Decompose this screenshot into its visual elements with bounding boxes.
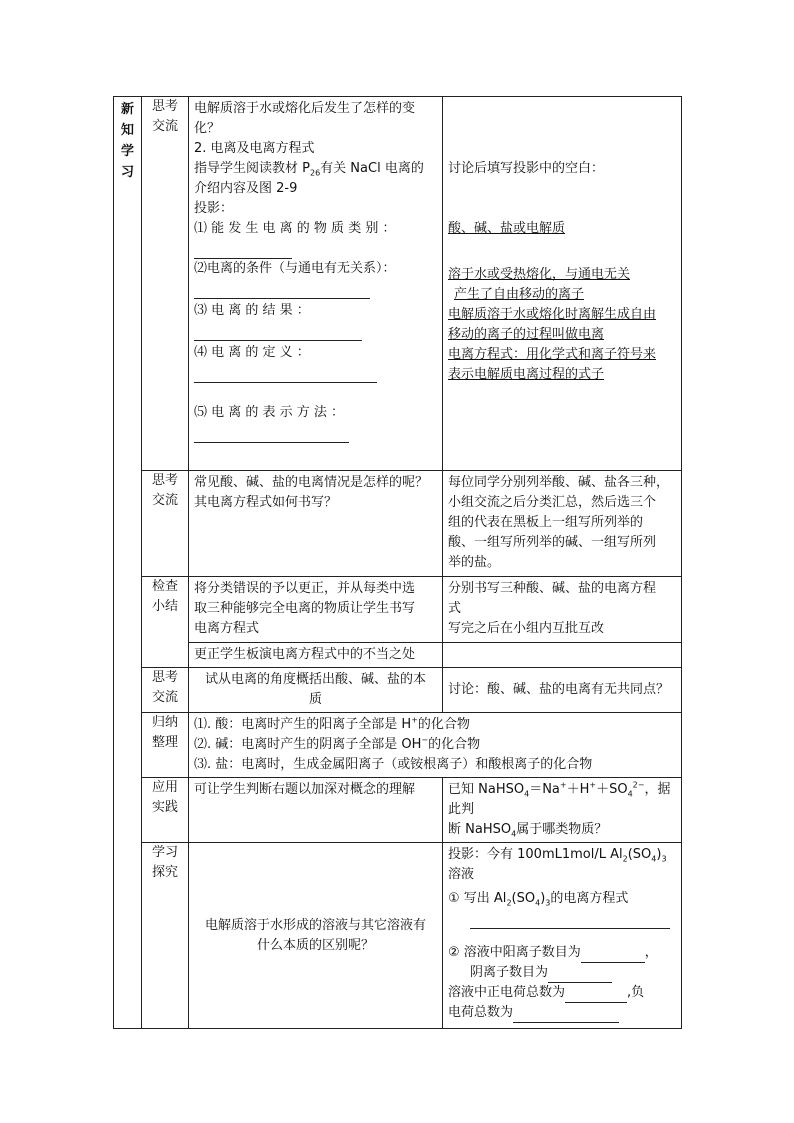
step-label: 应用实践 bbox=[142, 778, 189, 843]
step-label: 学习探究 bbox=[142, 843, 189, 1029]
student-cell: 讨论后填写投影中的空白： 酸、碱、盐或电解质 溶于水或受热熔化，与通电无关 产生了自由移动的离子 电解质溶于水或熔化时离解生成自由 移动的离子的过程叫做电离 电离方程式：用化学式和离子符号来 表示电解质电离过程的式子 bbox=[443, 97, 682, 471]
teacher-cell: 可让学生判断右题以加深对概念的理解 bbox=[189, 778, 443, 843]
student-cell: 每位同学分别列举酸、碱、盐各三种， 小组交流之后分类汇总，然后选三个 组的代表在黑板上一组写所列举的 酸、一组写所列举的碱、一组写所列 举的盐。 bbox=[443, 471, 682, 577]
summary-cell: ⑴. 酸：电离时产生的阳离子全部是 H+的化合物 ⑵. 碱：电离时产生的阴离子全部是 OH−的化合物 ⑶. 盐：电离时，生成金属阳离子（或铵根离子）和酸根离子的化合物 bbox=[189, 713, 682, 778]
teacher-cell: 更正学生板演电离方程式中的不当之处 bbox=[189, 643, 443, 668]
table-row bbox=[114, 471, 682, 577]
step-label: 检查小结 bbox=[142, 577, 189, 668]
step-label: 思考交流 bbox=[142, 97, 189, 471]
table-row bbox=[114, 778, 682, 843]
teacher-cell: 电解质溶于水形成的溶液与其它溶液有 什么本质的区别呢？ bbox=[189, 843, 443, 1029]
section-label: 新知学习 bbox=[114, 97, 142, 1029]
step-label: 思考交流 bbox=[142, 471, 189, 577]
student-cell: 分别书写三种酸、碱、盐的电离方程 式 写完之后在小组内互批互改 bbox=[443, 577, 682, 643]
teacher-cell: 将分类错误的予以更正，并从每类中选 取三种能够完全电离的物质让学生书写 电离方程式 bbox=[189, 577, 443, 643]
step-label: 思考交流 bbox=[142, 668, 189, 713]
student-cell bbox=[443, 643, 682, 668]
table-row bbox=[114, 577, 682, 643]
teacher-cell: 电解质溶于水或熔化后发生了怎样的变 化？ 2. 电离及电离方程式 指导学生阅读教材 $P_{26}$有关 NaCl 电离的 介绍内容及图 2-9 投影： ⑴ 能 发 生 电 离 的 物 质 类 别 ： ⑵电离的条件（与通电有无关系）： ⑶ 电 离 的 结 果 ： ⑷ 电 离 的 定 义 ： ⑸ 电 离 的 表 示 方 法 ： bbox=[189, 97, 443, 471]
teacher-cell: 常见酸、碱、盐的电离情况是怎样的呢？ 其电离方程式如何书写？ bbox=[189, 471, 443, 577]
student-cell: 投影：今有 100mL1mol/L $Al_2(SO_4)_3$ 溶液 ① 写出 $Al_2(SO_4)_3$的电离方程式 ② 溶液中阳离子数目为 ， 阴离子数目为 溶液中正电荷总数为 ,负 电荷总数为 bbox=[443, 843, 682, 1029]
table-row bbox=[114, 668, 682, 713]
lesson-plan-table bbox=[113, 96, 682, 1029]
table-row bbox=[114, 843, 682, 1029]
step-label: 归纳整理 bbox=[142, 713, 189, 778]
teacher-cell: 试从电离的角度概括出酸、碱、盐的本 质 bbox=[189, 668, 443, 713]
student-cell: 已知 $NaHSO_4=Na^++H^++SO_4^{2-}$，据此判 断 NaHSO$_4$属于哪类物质？ bbox=[443, 778, 682, 843]
table-row bbox=[114, 643, 682, 668]
student-cell: 讨论：酸、碱、盐的电离有无共同点？ bbox=[443, 668, 682, 713]
table-row bbox=[114, 97, 682, 471]
table-row bbox=[114, 713, 682, 778]
